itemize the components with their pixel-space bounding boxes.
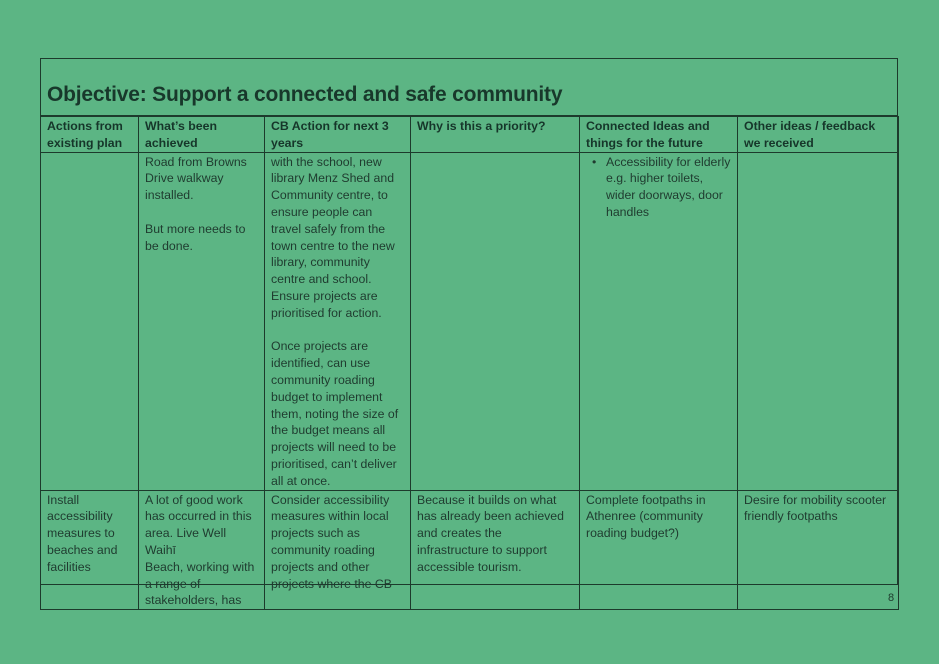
header-other: Other ideas / feedback we received (738, 117, 899, 153)
title-row (41, 59, 897, 116)
table-row (41, 490, 899, 610)
page-number: 8 (888, 592, 895, 604)
header-why: Why is this a priority? (411, 117, 580, 153)
header-connected: Connected Ideas and things for the future (580, 117, 738, 153)
objective-title: Objective: Support a connected and safe community (47, 83, 563, 106)
list-item: • Accessibility for elderly e.g. higher toilets, wider doorways, door handles (606, 154, 732, 221)
table-row (41, 152, 899, 490)
header-actions: Actions from existing plan (41, 117, 139, 153)
cell-connected (580, 152, 738, 490)
header-achieved: What’s been achieved (139, 117, 265, 153)
cell-other (738, 152, 899, 490)
objective-table (40, 116, 899, 610)
cell-why: Because it builds on what has already been achieved and creates the infrastructure to support accessible tourism. (411, 490, 580, 610)
cell-connected: Complete footpaths in Athenree (community roading budget?) (580, 490, 738, 610)
header-cb-action: CB Action for next 3 years (265, 117, 411, 153)
cell-achieved: A lot of good work has occurred in this area. Live Well Waihī Beach, working with a range of stakeholders, has (139, 490, 265, 610)
cell-achieved: Road from Browns Drive walkway installed. But more needs to be done. (139, 152, 265, 490)
cell-why (411, 152, 580, 490)
cell-action (41, 152, 139, 490)
cell-cb-action: with the school, new library Menz Shed and Community centre, to ensure people can travel safely from the town centre to the new library, community centre and school. Ensure projects are prioritised for action. Once projects are identified, can use community roading budget to implement them, noting the size of the budget means all projects will need to be prioritised, can’t deliver all at once. (265, 152, 411, 490)
cell-other: Desire for mobility scooter friendly footpaths (738, 490, 899, 610)
header-row (41, 117, 899, 153)
cell-cb-action: Consider accessibility measures within local projects such as community roading projects and other projects where the CB (265, 490, 411, 610)
connected-list (586, 154, 732, 221)
cell-action: Install accessibility measures to beaches and facilities (41, 490, 139, 610)
objective-table-frame (40, 58, 898, 608)
